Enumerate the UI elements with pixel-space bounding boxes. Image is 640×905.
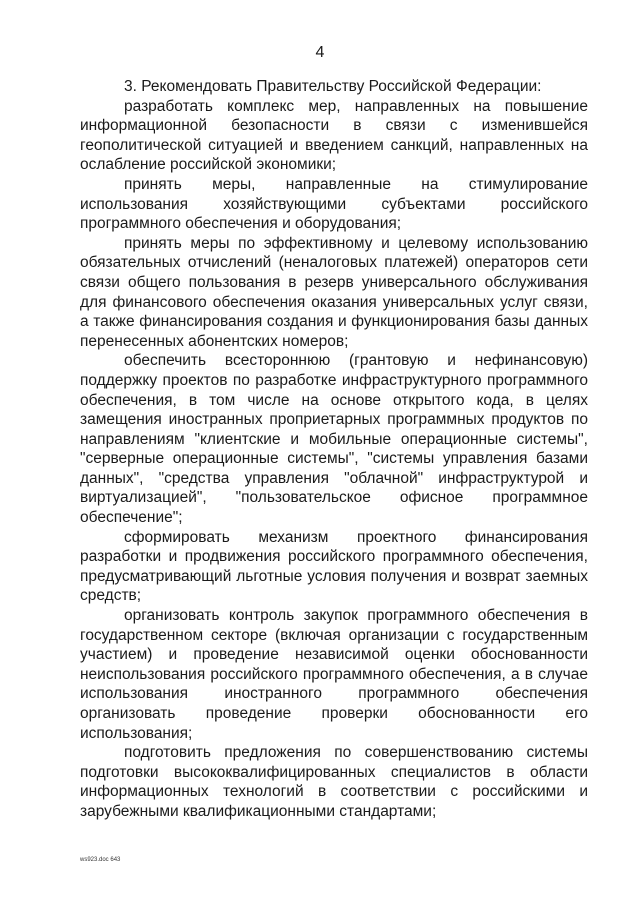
paragraph-universal-service-reserve: принять меры по эффективному и целевому использованию обязательных отчислений (неналоговых платежей) операторов сети связи общего пользования в резерв универсального обслуживания для финансового обеспечения оказания универсальных услуг связи, а также финансирования создания и функционирования базы данных перенесенных абонентских номеров; [80, 234, 588, 350]
document-footer-code: ws923.doc 643 [80, 857, 121, 863]
paragraph-project-financing: сформировать механизм проектного финансирования разработки и продвижения российского программного обеспечения, предусматривающий льготные условия получения и возврат заемных средств; [80, 528, 588, 605]
paragraph-stimulate-software-use: принять меры, направленные на стимулирование использования хозяйствующими субъектами российского программного обеспечения и оборудования; [80, 175, 588, 233]
paragraph-procurement-control: организовать контроль закупок программного обеспечения в государственном секторе (включая организации с государственным участием) и проведение независимой оценки обоснованности неиспользования российского программного обеспечения, а в случае использования иностранного программного обеспечения организовать проведение проверки обоснованности его использования; [80, 607, 588, 742]
paragraph-specialist-training: подготовить предложения по совершенствованию системы подготовки высококвалифицированных специалистов в области информационных технологий в соответствии с российскими и зарубежными квалификационными стандартами; [80, 744, 588, 820]
document-body [80, 77, 588, 822]
paragraph-recommendation-header: 3. Рекомендовать Правительству Российской Федерации: [124, 78, 542, 95]
page-number: 4 [315, 44, 325, 61]
paragraph-information-security: разработать комплекс мер, направленных на повышение информационной безопасности в связи с изменившейся геополитической ситуацией и введением санкций, направленных на ослабление российской экономики; [80, 97, 588, 174]
paragraph-infrastructure-software-support: обеспечить всестороннюю (грантовую и нефинансовую) поддержку проектов по разработке инфраструктурного программного обеспечения, в том числе на основе открытого кода, в целях замещения иностранных проприетарных программных продуктов по направлениям "клиентские и мобильные операционные системы", "серверные операционные системы", "системы управления базами данных", "средства управления "облачной" инфраструктурой и виртуализацией", "пользовательское офисное программное обеспечение"; [80, 352, 588, 527]
